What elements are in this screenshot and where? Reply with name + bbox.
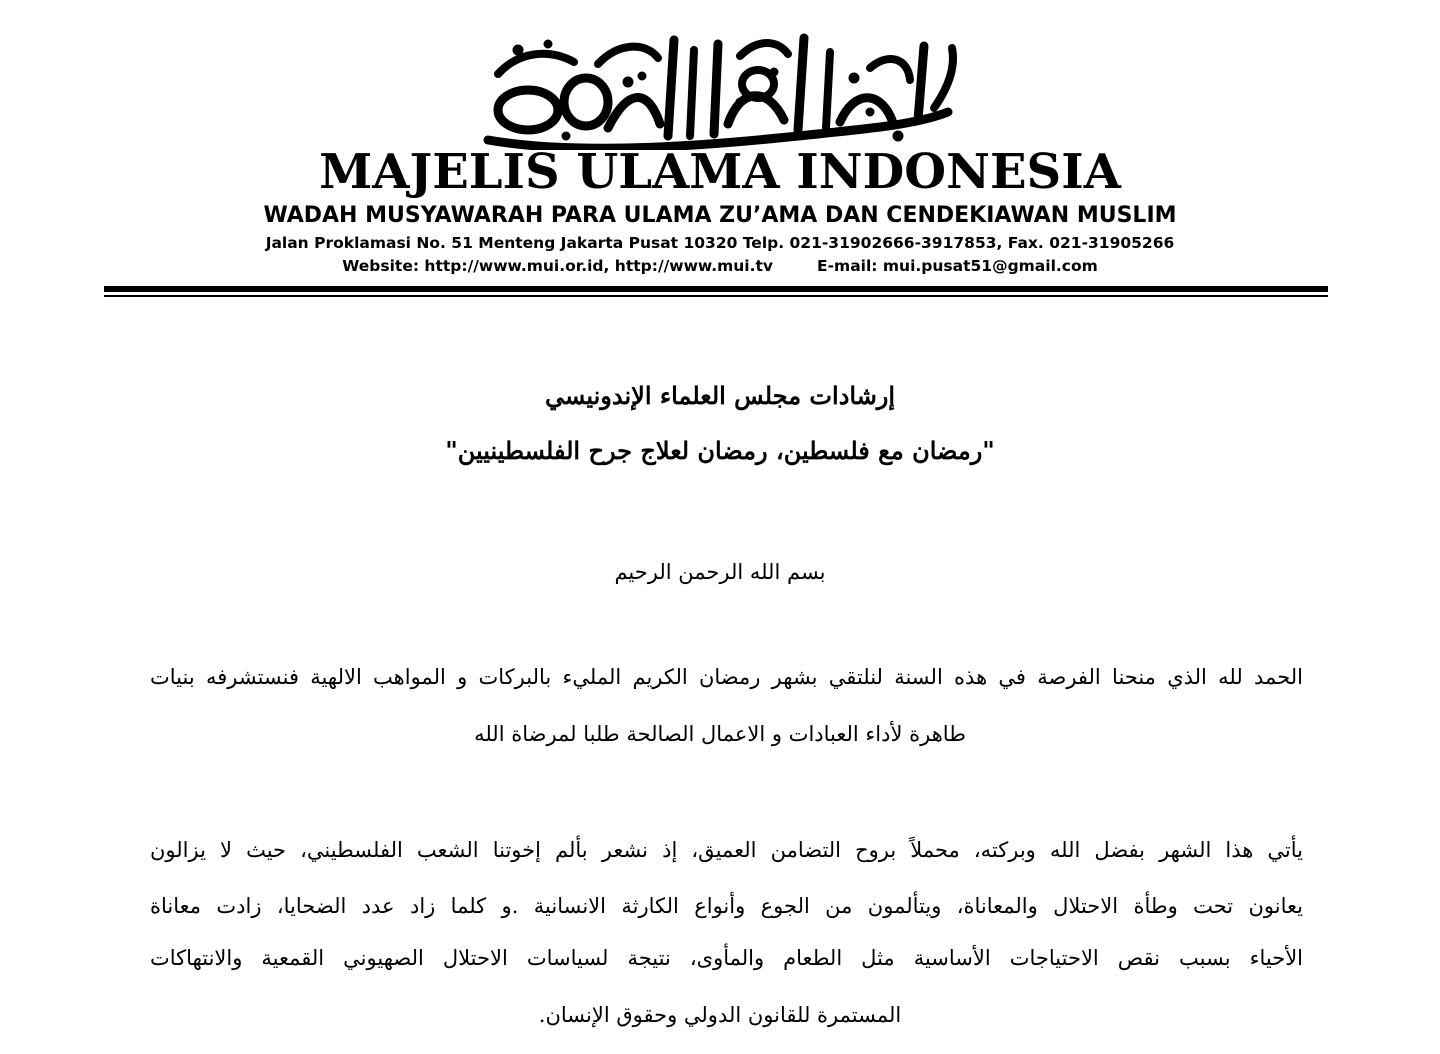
website-links: Website: http://www.mui.or.id, http://www.mui.tv — [342, 257, 774, 275]
document-subtitle: "رمضان مع فلسطين، رمضان لعلاج جرح الفلسطينيين" — [445, 436, 995, 465]
letterhead-rule-thick — [104, 286, 1328, 292]
letterhead-rule-thin — [104, 295, 1328, 297]
mui-calligraphy-logo — [478, 28, 964, 150]
email-address: E-mail: mui.pusat51@gmail.com — [817, 257, 1098, 275]
basmala: بسم الله الرحمن الرحيم — [614, 560, 826, 584]
paragraph-1-line: طاهرة لأداء العبادات و الاعمال الصالحة طلبا لمرضاة الله — [474, 722, 966, 746]
paragraph-2-line: الأحياء بسبب نقص الاحتياجات الأساسية مثل الطعام والمأوى، نتيجة لسياسات الاحتلال الصهيوني القمعية والانتهاكات — [150, 946, 1303, 970]
document-title: إرشادات مجلس العلماء الإندونيسي — [544, 381, 896, 410]
organization-tagline: WADAH MUSYAWARAH PARA ULAMA ZU’AMA DAN CENDEKIAWAN MUSLIM — [263, 203, 1177, 228]
organization-address: Jalan Proklamasi No. 51 Menteng Jakarta Pusat 10320 Telp. 021-31902666-3917853, Fax. 021-31905266 — [265, 234, 1175, 252]
organization-name: MAJELIS ULAMA INDONESIA — [319, 144, 1121, 200]
paragraph-2-line: المستمرة للقانون الدولي وحقوق الإنسان. — [538, 1003, 902, 1027]
paragraph-2-line: يأتي هذا الشهر بفضل الله وبركته، محملاً بروح التضامن العميق، إذ نشعر بألم إخوتنا الشعب الفلسطيني، حيث لا يزالون — [150, 838, 1303, 862]
contact-line — [0, 257, 1440, 276]
paragraph-2-line: يعانون تحت وطأة الاحتلال والمعاناة، ويتألمون من الجوع وأنواع الكارثة الانسانية .و كلما زاد عدد الضحايا، زادت معاناة — [150, 894, 1303, 918]
paragraph-1-line: الحمد لله الذي منحنا الفرصة في هذه السنة لنلتقي بشهر رمضان الكريم المليء بالبركات و المواهب الالهية فنستشرفه بنيات — [150, 665, 1303, 689]
